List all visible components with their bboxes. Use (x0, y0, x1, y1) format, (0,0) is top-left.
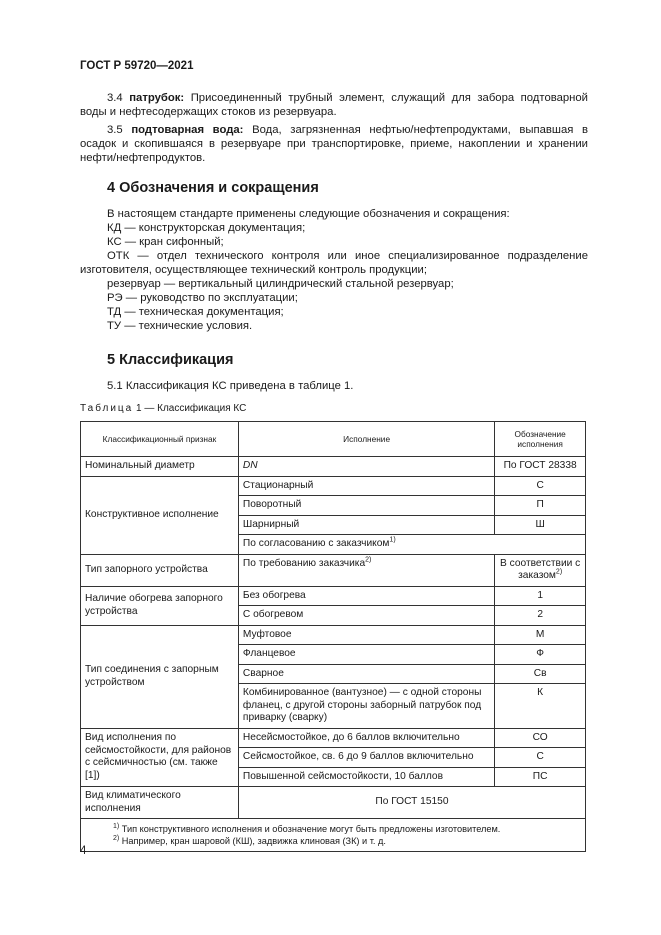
definition-term: патрубок: (129, 92, 185, 104)
code-cell: ПС (495, 767, 586, 787)
table-notes (81, 819, 586, 852)
code-cell: 2 (495, 606, 586, 626)
table-row (81, 625, 586, 645)
definition-number: 3.5 (107, 124, 123, 136)
definition-text: Присоединенный трубный элемент, служащий для забора подтоварной воды и нефтесодержащих стоков из резервуара. (80, 92, 588, 118)
abbreviations-intro: В настоящем стандарте применены следующие обозначения и сокращения: (107, 208, 510, 220)
execution-cell: Фланцевое (238, 645, 494, 665)
code-cell: Ф (495, 645, 586, 665)
section-5-text: 5.1 Классификация КС приведена в таблице 1. (107, 380, 354, 392)
execution-cell: Повышенной сейсмостойкости, 10 баллов (238, 767, 494, 787)
header-feature: Классификационный признак (81, 422, 239, 457)
page-number: 4 (80, 845, 87, 857)
code-cell: П (495, 496, 586, 516)
execution-cell: Комбинированное (вантузное) — с одной стороны фланец, с другой стороны заборный патрубок под приварку (сварку) (238, 684, 494, 729)
code-cell: С (495, 476, 586, 496)
execution-text: По требованию заказчика (242, 557, 366, 569)
table-header-row (81, 422, 586, 457)
list-item: КД — конструкторская документация; (107, 222, 306, 234)
execution-cell: Муфтовое (238, 625, 494, 645)
footnote-ref: 2) (365, 556, 372, 564)
definition-3-5 (80, 123, 588, 165)
execution-cell: С обогревом (238, 606, 494, 626)
classification-table (80, 421, 586, 852)
code-cell: СО (495, 728, 586, 748)
feature-cell: Конструктивное исполнение (81, 476, 239, 554)
definition-number: 3.4 (107, 92, 123, 104)
execution-cell: Стационарный (238, 476, 494, 496)
code-text: В соответствии с заказом (500, 557, 581, 581)
definition-3-4 (80, 91, 588, 119)
list-item: КС — кран сифонный; (107, 236, 224, 248)
feature-cell: Наличие обогрева запорного устройства (81, 586, 239, 625)
feature-cell: Тип запорного устройства (81, 554, 239, 586)
section-4-title: 4 Обозначения и сокращения (107, 180, 319, 196)
table-caption (80, 402, 588, 416)
list-item: РЭ — руководство по эксплуатации; (107, 292, 298, 304)
table-row (81, 457, 586, 477)
footnote-text: Тип конструктивного исполнения и обозначение могут быть предложены изготовителем. (121, 824, 501, 834)
execution-text: По согласованию с заказчиком (242, 538, 390, 549)
execution-cell: Шарнирный (238, 515, 494, 535)
code-cell: К (495, 684, 586, 729)
header-execution: Исполнение (238, 422, 494, 457)
execution-cell: Несейсмостойкое, до 6 баллов включительно (238, 728, 494, 748)
definitions (80, 91, 588, 165)
code-cell (495, 554, 586, 586)
execution-cell: Сейсмостойкое, св. 6 до 9 баллов включительно (238, 748, 494, 768)
feature-cell: Номинальный диаметр (81, 457, 239, 477)
table-note (113, 823, 579, 835)
code-cell: По ГОСТ 28338 (495, 457, 586, 477)
code-cell: С (495, 748, 586, 768)
table-caption-prefix: Таблица (80, 403, 134, 414)
execution-cell: Поворотный (238, 496, 494, 516)
code-cell: Св (495, 664, 586, 684)
document-header: ГОСТ Р 59720—2021 (80, 60, 194, 72)
execution-cell: Сварное (238, 664, 494, 684)
list-item: ТД — техническая документация; (107, 306, 284, 318)
table-row (81, 728, 586, 748)
execution-cell: По ГОСТ 15150 (238, 787, 585, 819)
execution-cell (238, 535, 585, 555)
definition-term: подтоварная вода: (131, 124, 244, 136)
feature-cell: Вид климатического исполнения (81, 787, 239, 819)
section-5-title: 5 Классификация (107, 352, 234, 368)
footnote-ref: 2) (555, 568, 563, 576)
feature-cell: Тип соединения с запорным устройством (81, 625, 239, 728)
code-cell: М (495, 625, 586, 645)
footnote-mark: 1) (113, 822, 120, 830)
table-row (81, 476, 586, 496)
abbreviations-list (80, 207, 588, 333)
document-body (80, 91, 588, 852)
table-row (81, 586, 586, 606)
header-code: Обозначение исполнения (495, 422, 586, 457)
code-cell: 1 (495, 586, 586, 606)
list-item: ТУ — технические условия. (107, 320, 253, 332)
table-caption-text: 1 — Классификация КС (136, 403, 247, 414)
table-note (113, 835, 579, 847)
table-row (81, 787, 586, 819)
footnote-mark: 2) (113, 834, 120, 842)
footnote-ref: 1) (389, 536, 396, 544)
definition-text: Вода, загрязненная нефтью/нефтепродуктами, выпавшая в осадок и скопившаяся в резервуаре при транспортировке, приеме, накоплении и хранении нефти/нефтепродуктов. (80, 124, 588, 164)
footnote-text: Например, кран шаровой (КШ), задвижка клиновая (ЗК) и т. д. (121, 836, 386, 846)
table-notes-row (81, 819, 586, 852)
code-cell: Ш (495, 515, 586, 535)
table-row (81, 554, 586, 586)
execution-cell: DN (238, 457, 494, 477)
execution-cell: Без обогрева (238, 586, 494, 606)
feature-cell: Вид исполнения по сейсмостойкости, для районов с сейсмичностью (см. также [1]) (81, 728, 239, 787)
list-item: ОТК — отдел технического контроля или иное специализированное подразделение изготовителя, осуществляющее технический контроль продукции; (80, 250, 588, 276)
list-item: резервуар — вертикальный цилиндрический стальной резервуар; (107, 278, 454, 290)
execution-cell (238, 554, 494, 586)
